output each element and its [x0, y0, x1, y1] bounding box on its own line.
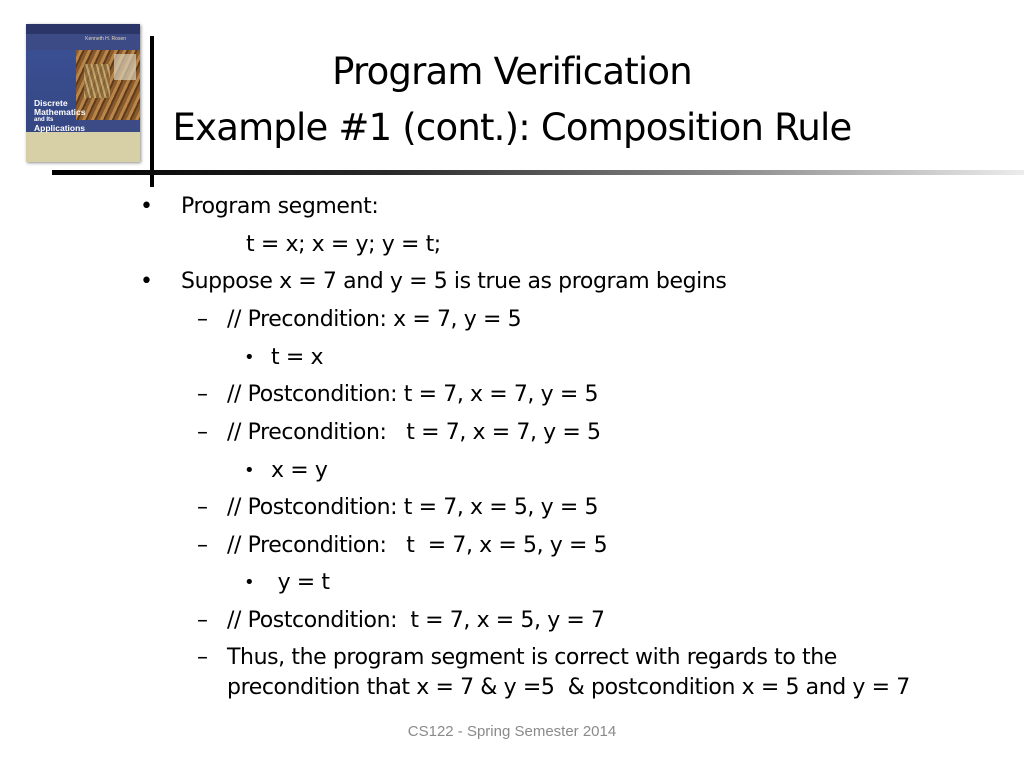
- conclusion-line1: Thus, the program segment is correct with regards to the: [227, 645, 837, 670]
- postcondition-2: // Postcondition: t = 7, x = 5, y = 5: [227, 495, 599, 520]
- bullet-program-segment: Program segment:: [181, 194, 379, 219]
- bullet-marker: •: [140, 269, 153, 294]
- bullet-suppose: Suppose x = 7 and y = 5 is true as program begins: [181, 269, 727, 294]
- precondition-2: // Precondition: t = 7, x = 7, y = 5: [227, 420, 601, 445]
- slide-title-line2: Example #1 (cont.): Composition Rule: [172, 106, 852, 149]
- conclusion-line2: precondition that x = 7 & y =5 & postcondition x = 5 and y = 7: [227, 675, 910, 700]
- book-cover-title-line3: and Its: [34, 117, 54, 123]
- title-horizontal-rule: [52, 170, 1024, 175]
- postcondition-3: // Postcondition: t = 7, x = 5, y = 7: [227, 608, 605, 633]
- dash-marker: –: [197, 533, 208, 558]
- statement-y-equals-t: y = t: [271, 570, 330, 595]
- slide-title: [0, 44, 1024, 156]
- dash-marker: –: [197, 420, 208, 445]
- dash-marker: –: [197, 645, 208, 670]
- dash-marker: –: [197, 307, 208, 332]
- book-cover-title-line2: Mathematics: [34, 107, 86, 117]
- dash-marker: –: [197, 382, 208, 407]
- bullet-marker: •: [140, 194, 153, 219]
- precondition-1: // Precondition: x = 7, y = 5: [227, 307, 522, 332]
- dash-marker: –: [197, 608, 208, 633]
- book-cover-title-line1: Discrete: [34, 98, 68, 108]
- bullet-marker: •: [244, 460, 255, 481]
- postcondition-1: // Postcondition: t = 7, x = 7, y = 5: [227, 382, 599, 407]
- book-cover-title-line4: Applications: [34, 123, 86, 133]
- slide-title-line1: Program Verification: [332, 50, 692, 93]
- statement-t-equals-x: t = x: [271, 345, 324, 370]
- book-cover-author: Kenneth H. Rosen: [85, 36, 126, 42]
- program-code: t = x; x = y; y = t;: [246, 232, 441, 257]
- bullet-marker: •: [244, 347, 255, 368]
- dash-marker: –: [197, 495, 208, 520]
- bullet-marker: •: [244, 572, 255, 593]
- book-cover-top-band: [26, 24, 140, 34]
- precondition-3: // Precondition: t = 7, x = 5, y = 5: [227, 533, 608, 558]
- statement-x-equals-y: x = y: [271, 458, 328, 483]
- slide-footer: CS122 - Spring Semester 2014: [407, 723, 617, 740]
